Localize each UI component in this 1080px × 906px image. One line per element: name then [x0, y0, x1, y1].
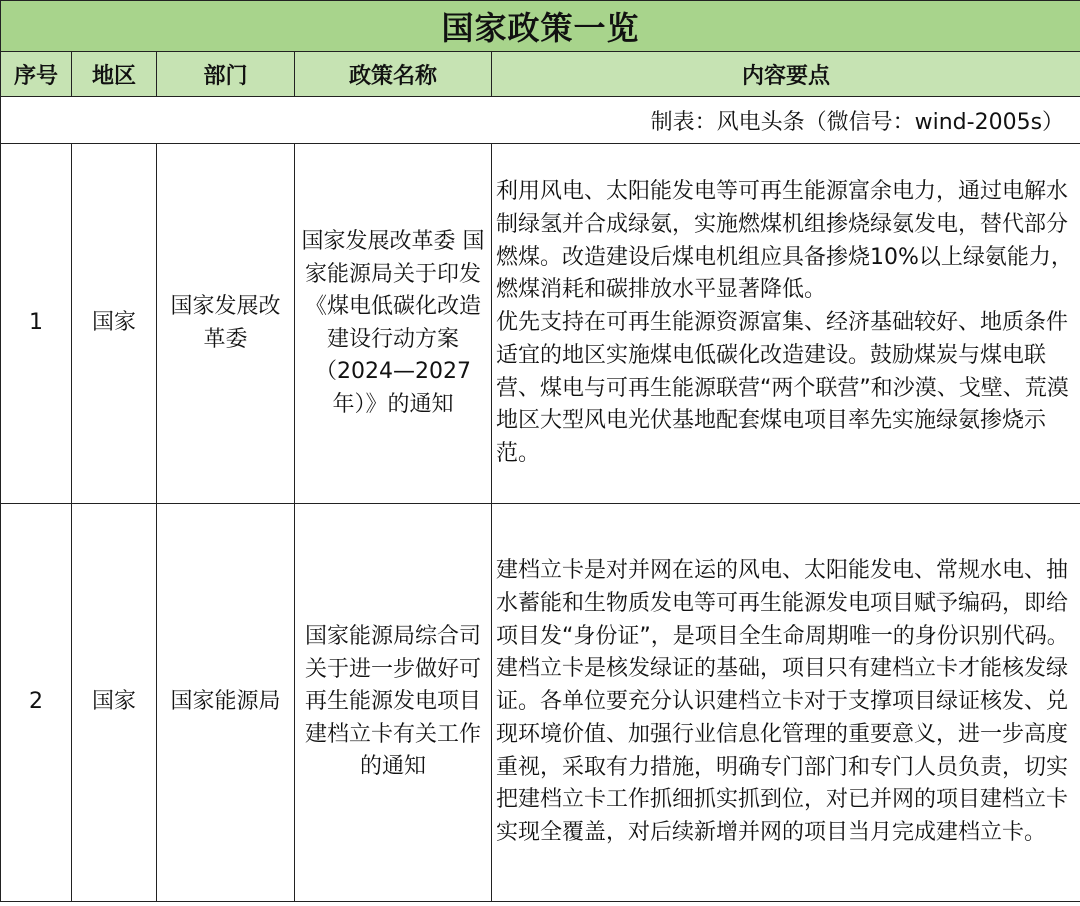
- row-content: [492, 504, 1080, 902]
- row-region: 国家: [72, 144, 157, 504]
- column-header-content: 内容要点: [492, 52, 1080, 97]
- row-department: 国家发展改革委: [157, 144, 295, 504]
- row-region: 国家: [72, 504, 157, 902]
- row-department: 国家能源局: [157, 504, 295, 902]
- table-row: [1, 504, 1080, 902]
- table-title: 国家政策一览: [1, 1, 1080, 52]
- row-index: 1: [1, 144, 72, 504]
- column-header-department: 部门: [157, 52, 295, 97]
- row-policy-name: 国家能源局综合司关于进一步做好可再生能源发电项目建档立卡有关工作的通知: [295, 504, 492, 902]
- column-header-policy: 政策名称: [295, 52, 492, 97]
- content-paragraph: 优先支持在可再生能源资源富集、经济基础较好、地质条件适宜的地区实施煤电低碳化改造建设。鼓励煤炭与煤电联营、煤电与可再生能源联营“两个联营”和沙漠、戈壁、荒漠地区大型风电光伏基地配套煤电项目率先实施绿氨掺烧示范。: [496, 310, 1069, 466]
- content-paragraph: 建档立卡是对并网在运的风电、太阳能发电、常规水电、抽水蓄能和生物质发电等可再生能源发电项目赋予编码，即给项目发“身份证”，是项目全生命周期唯一的身份识别代码。建档立卡是核发绿证的基础，项目只有建档立卡才能核发绿证。各单位要充分认识建档立卡对于支撑项目绿证核发、兑现环境价值、加强行业信息化管理的重要意义，进一步高度重视，采取有力措施，明确专门部门和专门人员负责，切实把建档立卡工作抓细抓实抓到位，对已并网的项目建档立卡实现全覆盖，对后续新增并网的项目当月完成建档立卡。: [496, 558, 1069, 845]
- row-policy-name: 国家发展改革委 国家能源局关于印发《煤电低碳化改造建设行动方案（2024—2027年）》的通知: [295, 144, 492, 504]
- column-header-region: 地区: [72, 52, 157, 97]
- content-paragraph: 利用风电、太阳能发电等可再生能源富余电力，通过电解水制绿氢并合成绿氨，实施燃煤机组掺烧绿氨发电，替代部分燃煤。改造建设后煤电机组应具备掺烧10%以上绿氨能力，燃煤消耗和碳排放水平显著降低。: [496, 179, 1073, 303]
- table-row: [1, 144, 1080, 504]
- column-header-index: 序号: [1, 52, 72, 97]
- source-note: 制表：风电头条（微信号：wind-2005s）: [1, 97, 1080, 144]
- row-content: [492, 144, 1080, 504]
- row-index: 2: [1, 504, 72, 902]
